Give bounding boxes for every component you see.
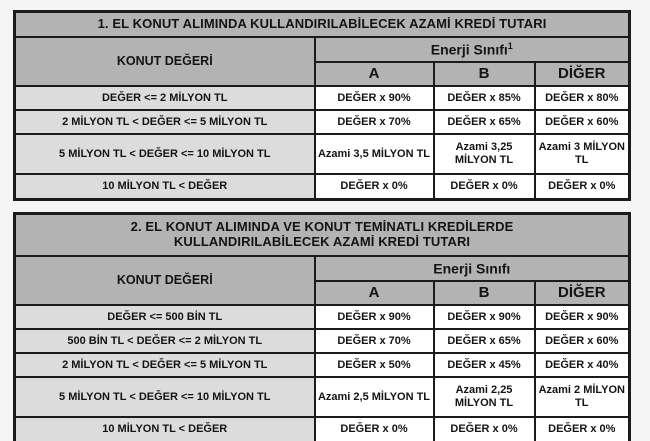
table-row: [15, 417, 630, 441]
table-row: [15, 86, 630, 110]
table-1-title: 1. EL KONUT ALIMINDA KULLANDIRILABİLECEK AZAMİ KREDİ TUTARI: [15, 12, 630, 38]
value-cell: DEĞER x 0%: [535, 417, 630, 441]
value-cell: DEĞER x 80%: [535, 86, 630, 110]
table-row: [15, 110, 630, 134]
table-2-konut-degeri-header: KONUT DEĞERİ: [15, 256, 315, 305]
table-row: [15, 305, 630, 329]
table-2-title: [15, 214, 630, 257]
table-2-title-line-1: 2. EL KONUT ALIMINDA VE KONUT TEMİNATLI KREDİLERDE: [130, 219, 514, 235]
value-cell: DEĞER x 0%: [535, 174, 630, 200]
value-cell: Azami 2 MİLYON TL: [535, 377, 630, 417]
credit-limit-table-2: [13, 212, 631, 441]
row-label: 5 MİLYON TL < DEĞER <= 10 MİLYON TL: [15, 377, 315, 417]
table-2-col-header-diger: DİĞER: [535, 281, 630, 305]
value-cell: DEĞER x 65%: [434, 110, 535, 134]
row-label: DEĞER <= 500 BİN TL: [15, 305, 315, 329]
value-cell: DEĞER x 90%: [315, 305, 434, 329]
value-cell: DEĞER x 0%: [315, 417, 434, 441]
value-cell: DEĞER x 0%: [434, 417, 535, 441]
row-label: 2 MİLYON TL < DEĞER <= 5 MİLYON TL: [15, 110, 315, 134]
footnote-marker: 1: [507, 41, 513, 52]
value-cell: DEĞER x 70%: [315, 329, 434, 353]
value-cell: DEĞER x 50%: [315, 353, 434, 377]
table-1-col-header-a: A: [315, 62, 434, 86]
table-1-enerji-sinifi-header: [315, 37, 630, 62]
row-label: 500 BİN TL < DEĞER <= 2 MİLYON TL: [15, 329, 315, 353]
row-label: DEĞER <= 2 MİLYON TL: [15, 86, 315, 110]
table-row: [15, 174, 630, 200]
value-cell: DEĞER x 60%: [535, 329, 630, 353]
row-label: 10 MİLYON TL < DEĞER: [15, 174, 315, 200]
value-cell: Azami 2,25 MİLYON TL: [434, 377, 535, 417]
table-row: [15, 377, 630, 417]
value-cell: DEĞER x 65%: [434, 329, 535, 353]
value-cell: DEĞER x 90%: [315, 86, 434, 110]
table-2-col-header-a: A: [315, 281, 434, 305]
value-cell: DEĞER x 0%: [434, 174, 535, 200]
table-1-col-header-b: B: [434, 62, 535, 86]
row-label: 10 MİLYON TL < DEĞER: [15, 417, 315, 441]
value-cell: DEĞER x 60%: [535, 110, 630, 134]
table-2-enerji-sinifi-header: [315, 256, 630, 281]
value-cell: Azami 3,5 MİLYON TL: [315, 134, 434, 174]
value-cell: Azami 3,25 MİLYON TL: [434, 134, 535, 174]
value-cell: Azami 3 MİLYON TL: [535, 134, 630, 174]
table-row: [15, 353, 630, 377]
table-1-konut-degeri-header: KONUT DEĞERİ: [15, 37, 315, 86]
row-label: 5 MİLYON TL < DEĞER <= 10 MİLYON TL: [15, 134, 315, 174]
value-cell: DEĞER x 70%: [315, 110, 434, 134]
table-2-col-header-b: B: [434, 281, 535, 305]
row-label: 2 MİLYON TL < DEĞER <= 5 MİLYON TL: [15, 353, 315, 377]
value-cell: Azami 2,5 MİLYON TL: [315, 377, 434, 417]
table-row: [15, 329, 630, 353]
value-cell: DEĞER x 40%: [535, 353, 630, 377]
enerji-sinifi-label: Enerji Sınıfı: [430, 41, 508, 58]
value-cell: DEĞER x 0%: [315, 174, 434, 200]
value-cell: DEĞER x 90%: [434, 305, 535, 329]
enerji-sinifi-label: Enerji Sınıfı: [433, 260, 511, 277]
table-row: [15, 134, 630, 174]
credit-limit-table-1: [13, 10, 631, 201]
value-cell: DEĞER x 45%: [434, 353, 535, 377]
table-2-title-line-2: KULLANDIRILABİLECEK AZAMİ KREDİ TUTARI: [173, 234, 471, 249]
table-1-col-header-diger: DİĞER: [535, 62, 630, 86]
value-cell: DEĞER x 90%: [535, 305, 630, 329]
value-cell: DEĞER x 85%: [434, 86, 535, 110]
